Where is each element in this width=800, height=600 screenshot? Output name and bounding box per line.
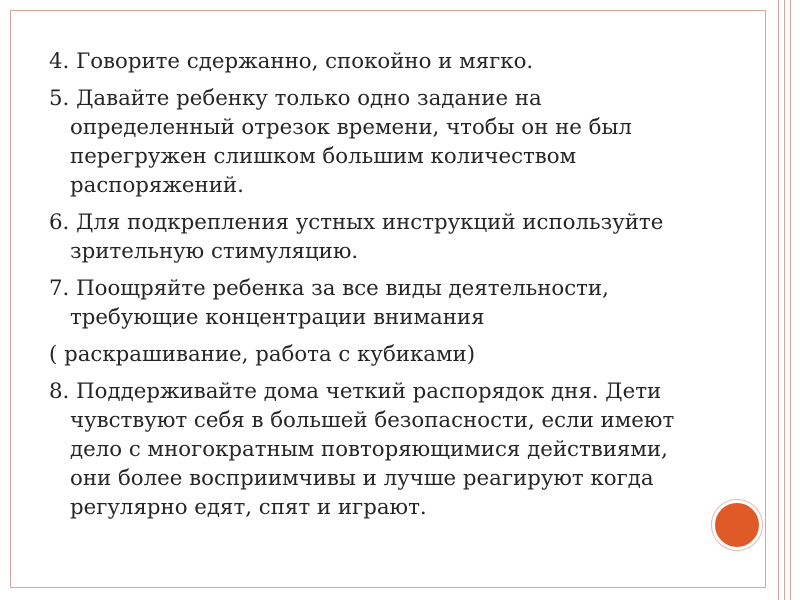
list-item: 6. Для подкрепления устных инструкций используйте зрительную стимуляцию. — [49, 210, 664, 264]
list-item: 4. Говорите сдержанно, спокойно и мягко. — [49, 49, 534, 74]
list-item: ( раскрашивание, работа с кубиками) — [49, 342, 476, 367]
list-item: 7. Поощряйте ребенка за все виды деятельности, требующие концентрации внимания — [49, 276, 609, 330]
decorative-rail-line — [790, 0, 791, 600]
decorative-rail-line — [778, 0, 779, 600]
decorative-rail-line — [784, 0, 785, 600]
list-item: 5. Давайте ребенку только одно задание на определенный отрезок времени, чтобы он не был перегружен слишком большим количеством распоряжений. — [49, 86, 632, 198]
slide-content — [49, 47, 699, 530]
list-item: 8. Поддерживайте дома четкий распорядок дня. Дети чувствуют себя в большей безопасности, если имеют дело с многократным повторяющимися действиями, они более восприимчивы и лучше реагируют когда регулярно едят, спят и играют. — [49, 379, 675, 520]
decorative-circle — [712, 500, 762, 550]
